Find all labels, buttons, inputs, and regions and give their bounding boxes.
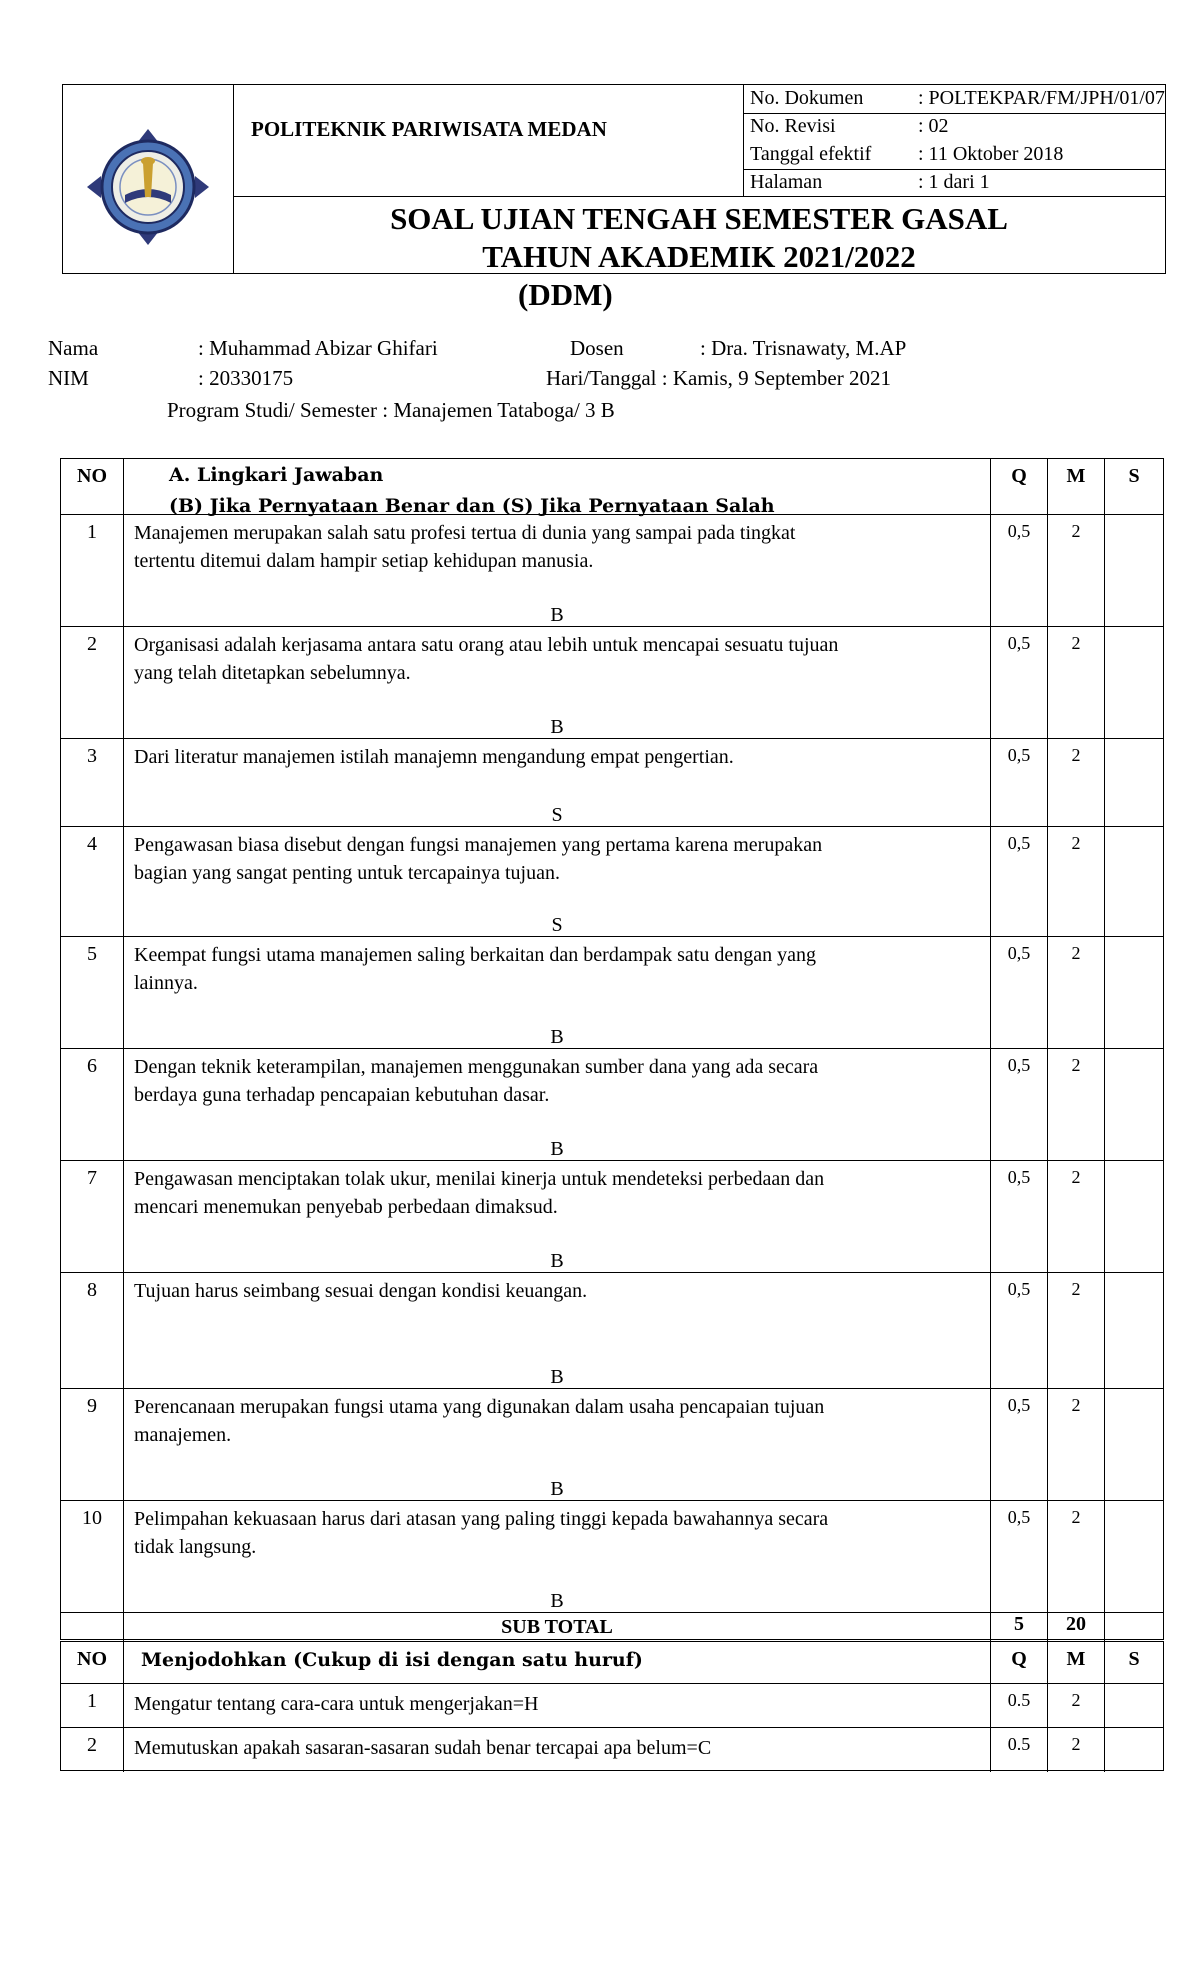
item-m: 2	[1047, 937, 1104, 1048]
table-row	[61, 1049, 1163, 1161]
item-s	[1104, 1273, 1163, 1388]
item-q: 0,5	[990, 1161, 1047, 1272]
answer-mark: B	[550, 1250, 564, 1272]
document-header	[62, 84, 1166, 274]
item-m: 2	[1047, 739, 1104, 826]
section-b-heading: Menjodohkan (Cukup di isi dengan satu huruf)	[141, 1649, 643, 1671]
item-m: 2	[1047, 1501, 1104, 1612]
statement-line2: bagian yang sangat penting untuk tercapainya tujuan.	[134, 862, 560, 884]
item-statement	[124, 739, 990, 826]
course-code: (DDM)	[518, 277, 613, 312]
answer-mark: S	[551, 804, 563, 826]
hari-tanggal: Hari/Tanggal : Kamis, 9 September 2021	[546, 366, 891, 390]
table-row: 1 Mengatur tentang cara-cara untuk mengerjakan=H 0.5 2	[61, 1684, 1163, 1728]
statement-line1: Keempat fungsi utama manajemen saling berkaitan dan berdampak satu dengan yang	[134, 944, 816, 966]
item-m: 2	[1047, 627, 1104, 738]
exam-title-line2: TAHUN AKADEMIK 2021/2022	[482, 239, 916, 274]
item-m: 2	[1047, 1161, 1104, 1272]
statement-line2: manajemen.	[134, 1424, 232, 1446]
item-number: 1	[61, 515, 124, 626]
item-m: 2	[1047, 1049, 1104, 1160]
table-row	[61, 1389, 1163, 1501]
institution-name: POLITEKNIK PARIWISATA MEDAN	[251, 117, 607, 141]
nama-label: Nama	[48, 336, 99, 360]
item-statement	[124, 627, 990, 738]
answer-mark: B	[550, 604, 564, 626]
statement-line1: Dengan teknik keterampilan, manajemen menggunakan sumber dana yang ada secara	[134, 1056, 819, 1078]
answer-mark: B	[550, 1138, 564, 1160]
section-b-table	[60, 1641, 1164, 1771]
table-row	[61, 937, 1163, 1049]
item-statement	[124, 1161, 990, 1272]
answer-mark: B	[550, 1366, 564, 1388]
subtotal-m: 20	[1047, 1613, 1104, 1641]
table-row	[61, 739, 1163, 827]
statement-line2: tertentu ditemui dalam hampir setiap kehidupan manusia.	[134, 550, 594, 572]
table-row	[61, 1273, 1163, 1389]
item-statement	[124, 1273, 990, 1388]
item-q: 0,5	[990, 1049, 1047, 1160]
exam-title-cell	[233, 197, 1165, 273]
statement-line1: Perencanaan merupakan fungsi utama yang digunakan dalam usaha pencapaian tujuan	[134, 1396, 825, 1418]
item-statement	[124, 515, 990, 626]
statement-line2: yang telah ditetapkan sebelumnya.	[134, 662, 411, 684]
item-s	[1104, 1161, 1163, 1272]
item-number: 4	[61, 827, 124, 936]
table-row	[61, 1161, 1163, 1273]
item-m: 2	[1047, 515, 1104, 626]
item-statement	[124, 1049, 990, 1160]
item-number: 10	[61, 1501, 124, 1612]
statement-line2: mencari menemukan penyebab perbedaan dimaksud.	[134, 1196, 558, 1218]
statement-line1: Pelimpahan kekuasaan harus dari atasan yang paling tinggi kepada bawahannya secara	[134, 1508, 829, 1530]
dosen-value: : Dra. Trisnawaty, M.AP	[700, 336, 907, 360]
item-number: 3	[61, 739, 124, 826]
subtotal-row	[61, 1613, 1163, 1641]
item-number: 5	[61, 937, 124, 1048]
item-number: 6	[61, 1049, 124, 1160]
institution-emblem-icon	[63, 85, 233, 273]
dosen-label: Dosen	[570, 336, 624, 360]
statement-line2: tidak langsung.	[134, 1536, 257, 1558]
answer-mark: B	[550, 1026, 564, 1048]
table-row	[61, 1501, 1163, 1613]
item-statement	[124, 1501, 990, 1612]
nim-label: NIM	[48, 366, 89, 390]
section-a-table	[60, 458, 1164, 1640]
item-number: 2	[61, 627, 124, 738]
nim-value: : 20330175	[198, 366, 294, 390]
item-s	[1104, 1049, 1163, 1160]
document-meta: No. Dokumen : POLTEKPAR/FM/JPH/01/07 No. Revisi : 02 Tanggal efektif : 11 Oktober 2018 Halaman : 1 dari 1	[744, 85, 1165, 197]
statement-line1: Manajemen merupakan salah satu profesi tertua di dunia yang sampai pada tingkat	[134, 522, 796, 544]
subtotal-q: 5	[990, 1613, 1047, 1641]
item-q: 0,5	[990, 739, 1047, 826]
item-number: 7	[61, 1161, 124, 1272]
item-q: 0,5	[990, 1389, 1047, 1500]
exam-title-line1: SOAL UJIAN TENGAH SEMESTER GASAL	[390, 201, 1008, 236]
item-q: 0,5	[990, 937, 1047, 1048]
item-s	[1104, 739, 1163, 826]
answer-mark: B	[550, 716, 564, 738]
subtotal-label: SUB TOTAL	[501, 1616, 613, 1638]
section-a-header-row: NO A. Lingkari Jawaban (B) Jika Pernyataan Benar dan (S) Jika Pernyataan Salah Q M S	[61, 459, 1163, 515]
statement-line1: Pengawasan biasa disebut dengan fungsi manajemen yang pertama karena merupakan	[134, 834, 823, 856]
nama-value: : Muhammad Abizar Ghifari	[198, 336, 438, 360]
table-row	[61, 827, 1163, 937]
section-a-heading1: A. Lingkari Jawaban	[169, 464, 384, 486]
item-number: 9	[61, 1389, 124, 1500]
table-row: 2 Memutuskan apakah sasaran-sasaran sudah benar tercapai apa belum=C 0.5 2	[61, 1728, 1163, 1772]
item-s	[1104, 627, 1163, 738]
item-s	[1104, 1389, 1163, 1500]
table-row	[61, 627, 1163, 739]
item-q: 0,5	[990, 827, 1047, 936]
statement-line2: lainnya.	[134, 972, 198, 994]
statement-line1: Dari literatur manajemen istilah manajemn mengandung empat pengertian.	[134, 746, 734, 768]
item-q: 0,5	[990, 627, 1047, 738]
logo-cell	[63, 85, 234, 273]
item-q: 0,5	[990, 515, 1047, 626]
table-row	[61, 515, 1163, 627]
item-s	[1104, 1501, 1163, 1612]
item-statement	[124, 827, 990, 936]
item-number: 8	[61, 1273, 124, 1388]
item-m: 2	[1047, 1273, 1104, 1388]
item-q: 0,5	[990, 1273, 1047, 1388]
answer-mark: B	[550, 1590, 564, 1612]
section-a-heading2: (B) Jika Pernyataan Benar dan (S) Jika Pernyataan Salah	[169, 495, 775, 517]
item-q: 0,5	[990, 1501, 1047, 1612]
answer-mark: S	[551, 914, 563, 936]
statement-line1: Pengawasan menciptakan tolak ukur, menilai kinerja untuk mendeteksi perbedaan dan	[134, 1168, 825, 1190]
item-s	[1104, 937, 1163, 1048]
answer-mark: B	[550, 1478, 564, 1500]
statement-line1: Tujuan harus seimbang sesuai dengan kondisi keuangan.	[134, 1280, 588, 1302]
statement-line1: Organisasi adalah kerjasama antara satu orang atau lebih untuk mencapai sesuatu tujuan	[134, 634, 839, 656]
item-m: 2	[1047, 1389, 1104, 1500]
item-statement	[124, 937, 990, 1048]
statement-line2: berdaya guna terhadap pencapaian kebutuhan dasar.	[134, 1084, 550, 1106]
item-s	[1104, 827, 1163, 936]
item-s	[1104, 515, 1163, 626]
item-m: 2	[1047, 827, 1104, 936]
institution-cell	[233, 85, 744, 197]
section-b-header-row: NO Menjodohkan (Cukup di isi dengan satu huruf) Q M S	[61, 1642, 1163, 1684]
program-studi: Program Studi/ Semester : Manajemen Tataboga/ 3 B	[167, 398, 615, 422]
item-statement	[124, 1389, 990, 1500]
